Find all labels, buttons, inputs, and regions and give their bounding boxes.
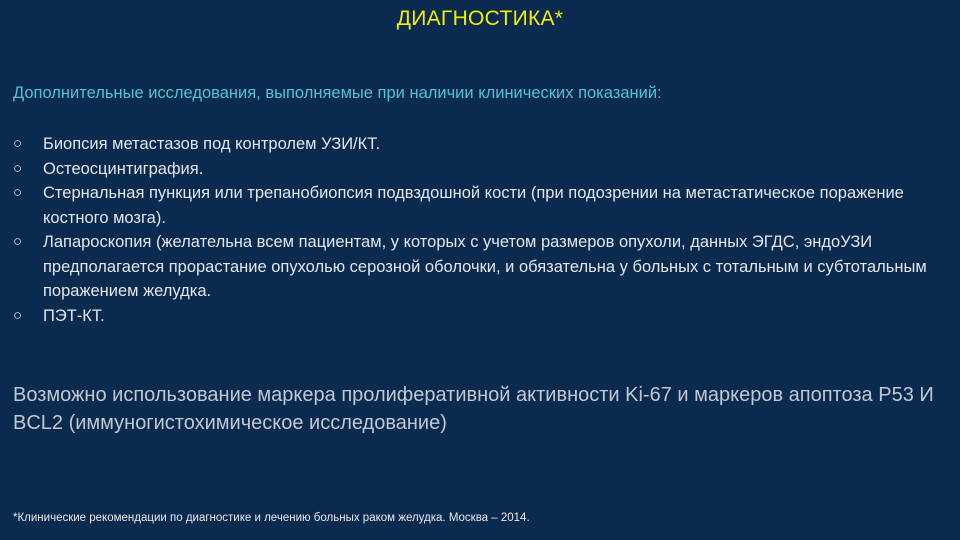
- list-item: [13, 304, 948, 329]
- page-title: ДИАГНОСТИКА*: [396, 7, 564, 30]
- list-item-text: Стернальная пункция или трепанобиопсия подвздошной кости (при подозрении на метастатическое поражение костного мозга).: [43, 184, 904, 227]
- list-item: [13, 181, 948, 230]
- list-item-text: Остеосцинтиграфия.: [43, 159, 204, 178]
- list-item-text: ПЭТ-КТ.: [43, 306, 105, 325]
- list-item-text: Биопсия метастазов под контролем УЗИ/КТ.: [43, 135, 381, 153]
- subtitle: Дополнительные исследования, выполняемые при наличии клинических показаний:: [13, 84, 662, 102]
- footnote: *Клинические рекомендации по диагностике и лечению больных раком желудка. Москва – 2014.: [13, 512, 530, 524]
- circle-bullet-icon: ○: [13, 306, 23, 324]
- marker-note: Возможно использование маркера пролиферативной активности Ki-67 и маркеров апоптоза P53 И BCL2 (иммуногистохимическое исследование): [13, 384, 934, 434]
- bullet-list: [13, 132, 948, 328]
- list-item: [13, 157, 948, 182]
- list-item: [13, 230, 948, 304]
- circle-bullet-icon: ○: [13, 159, 23, 177]
- list-item: [13, 132, 948, 157]
- circle-bullet-icon: ○: [13, 233, 23, 250]
- circle-bullet-icon: ○: [13, 135, 23, 152]
- list-item-text: Лапароскопия (желательна всем пациентам, у которых с учетом размеров опухоли, данных ЭГДС, эндоУЗИ предполагается прорастание опухолью серозной оболочки, и обязательна у больных с тотальным и субтотальным поражением желудка.: [43, 233, 927, 300]
- circle-bullet-icon: ○: [13, 184, 23, 201]
